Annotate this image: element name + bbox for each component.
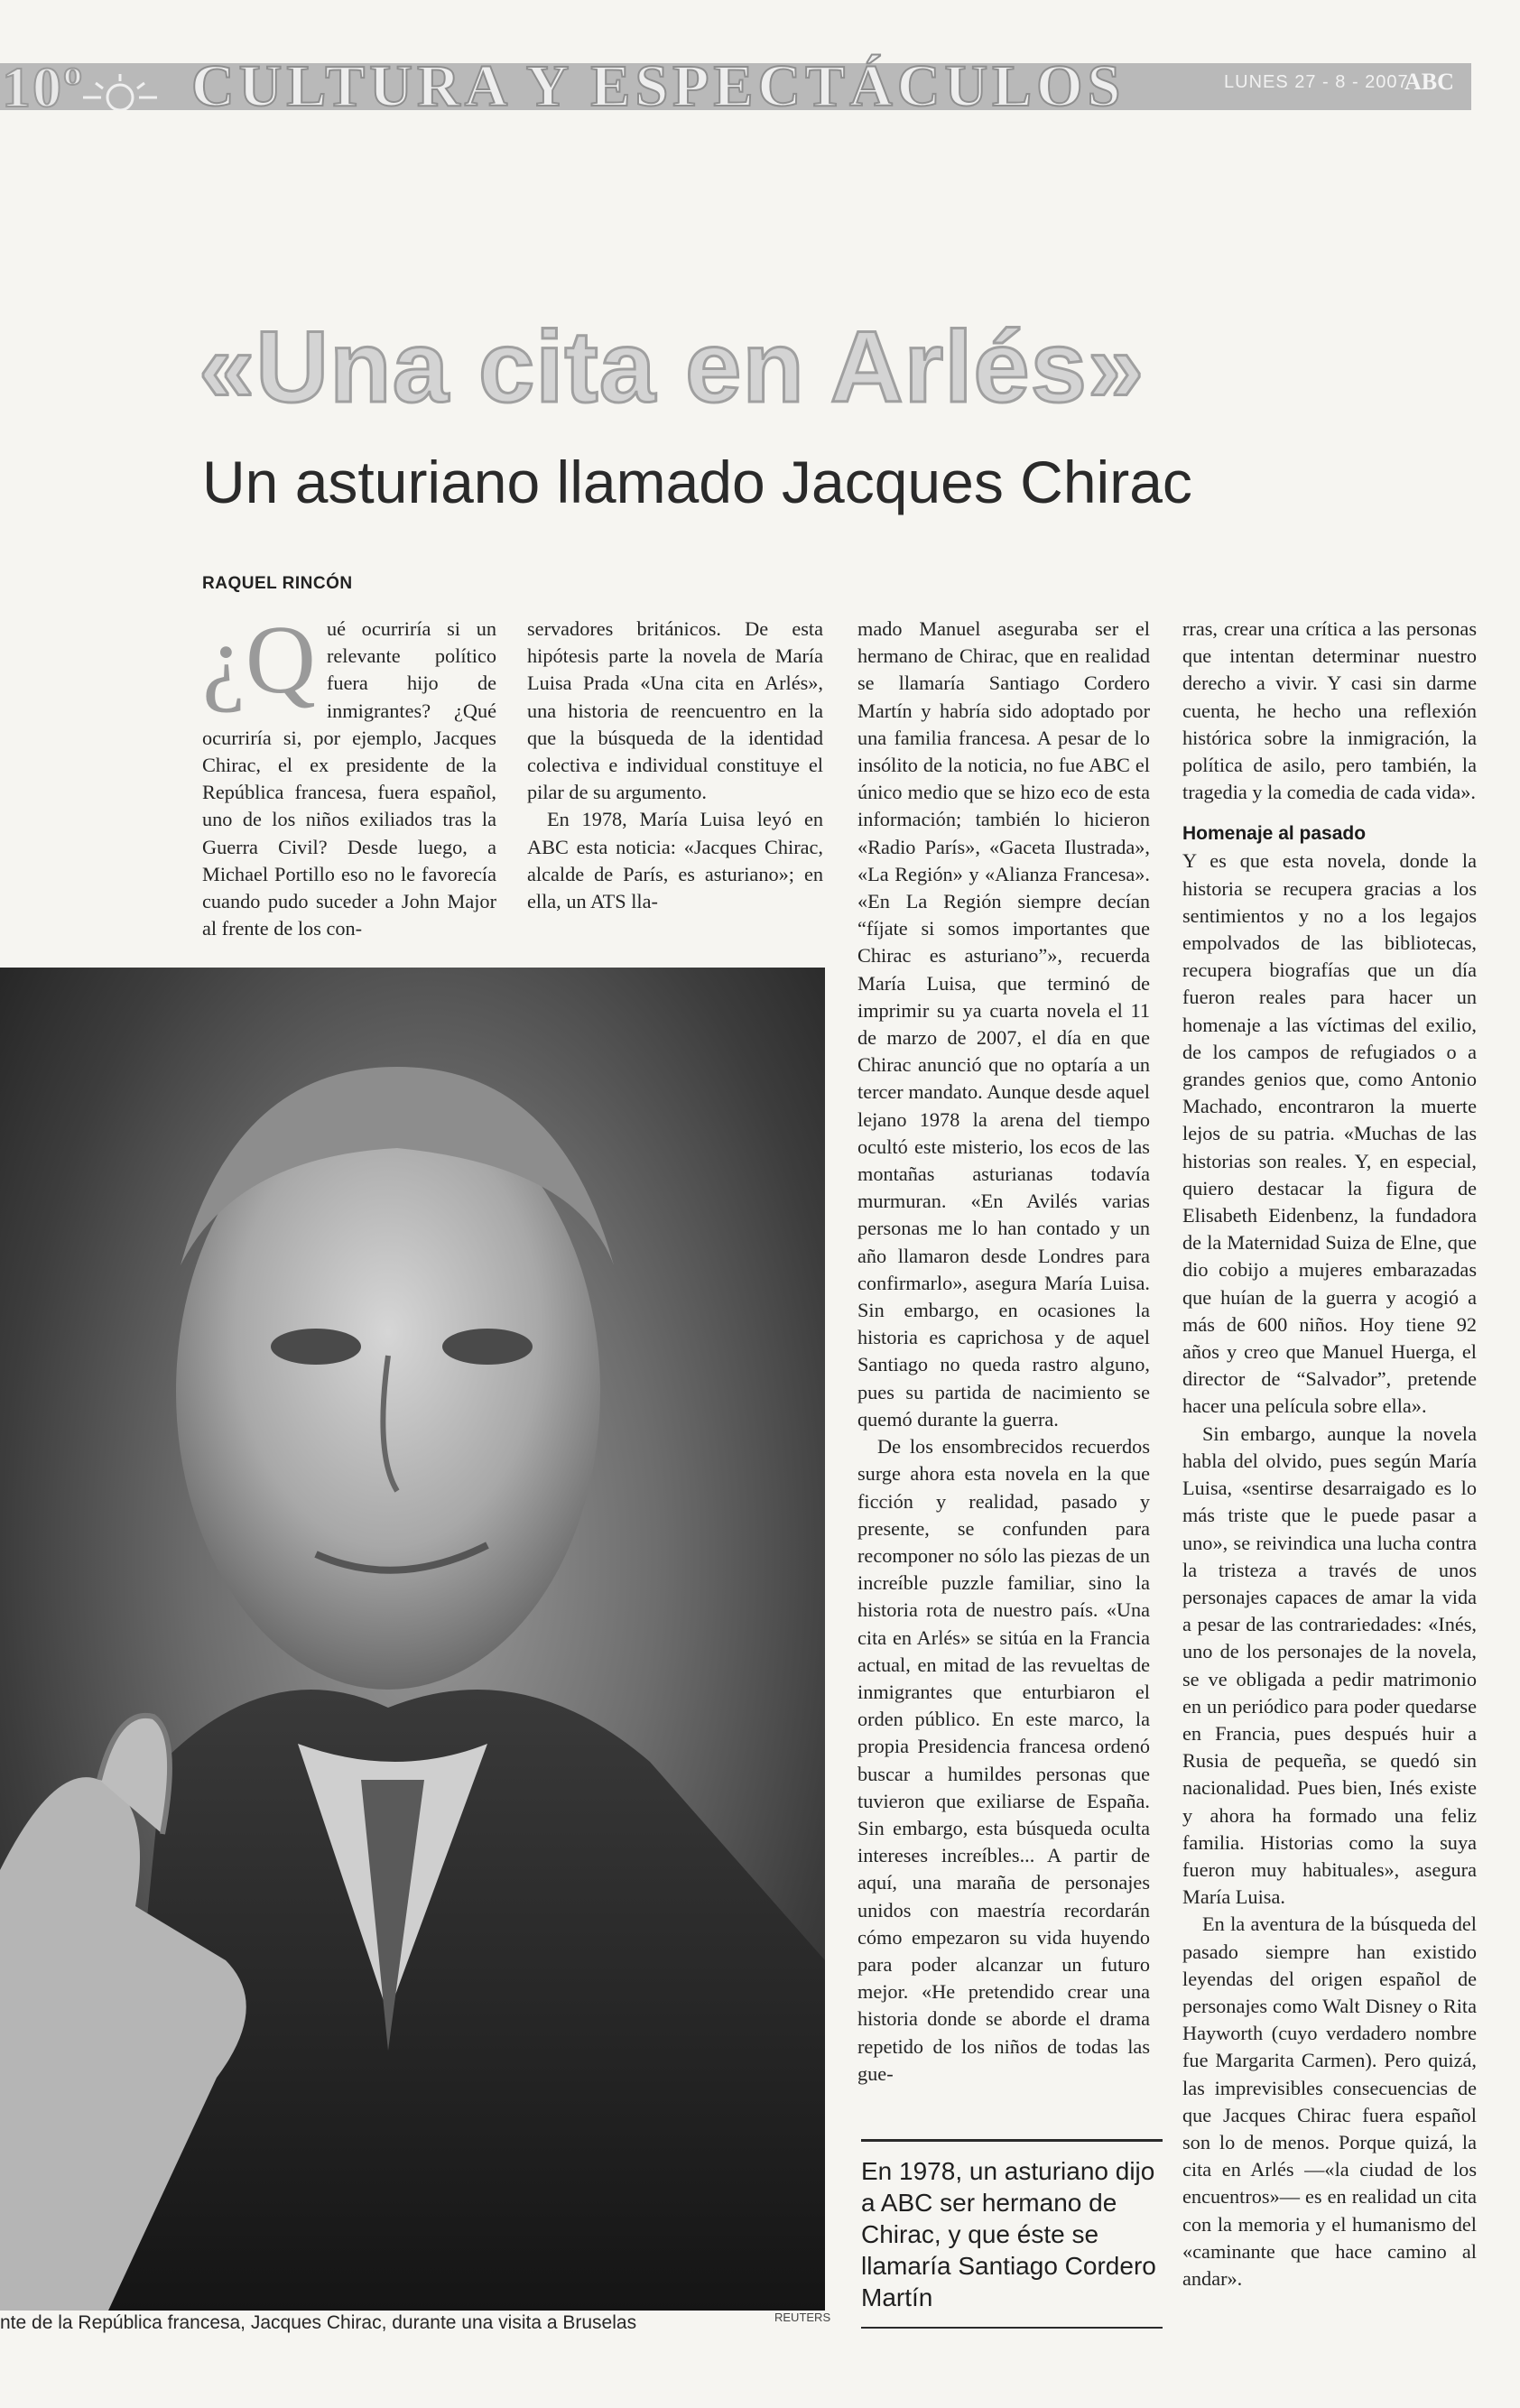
byline: RAQUEL RINCÓN (202, 574, 353, 593)
article-column-3 (857, 616, 1150, 2088)
photo-credit: REUTERS (774, 2311, 831, 2324)
paragraph: servadores británicos. De esta hipótesis parte la novela de María Luisa Prada «Una cita en Arlés», una historia de reencuentro en la que la búsqueda de la identidad colectiva e individual constituye el pilar de su argumento. (527, 617, 823, 804)
section-title: CULTURA Y ESPECTÁCULOS (191, 53, 1126, 119)
article-column-2 (527, 616, 823, 915)
paragraph: ué ocurriría si un relevante político fuera hijo de inmigrantes? ¿Qué ocurriría si, por ejemplo, Jacques Chirac, el ex presidente de la República francesa, fuera español, uno de los niños exiliados tras la Guerra Civil? Desde luego, a Michael Portillo eso no le favorecía cuando pudo suceder a John Major al frente de los con- (202, 617, 496, 940)
paragraph: En la aventura de la búsqueda del pasado siempre han existido leyendas del origen español de personajes como Walt Disney o Rita Hayworth (cuyo verdadero nombre fue Margarita Carmen). Pero quizá, las imprevisibles consecuencias de que Jacques Chirac fuera español son lo de menos. Porque quizá, la cita en Arlés —«la ciudad de los encuentros»— es en realidad un cita con la memoria y el humanismo del «caminante que hace camino al andar». (1182, 1913, 1477, 2290)
paragraph: De los ensombrecidos recuerdos surge ahora esta novela en la que ficción y realidad, pasado y presente, se confunden para recomponer no sólo las piezas de un increíble puzzle familiar, sino la historia rota de nuestro país. «Una cita en Arlés» se sitúa en la Francia actual, en mitad de las revueltas de inmigrantes que enturbiaron el orden público. En este marco, la propia Presidencia francesa ordenó buscar a humildes personas que tuvieron que exiliarse de España. Sin embargo, esta búsqueda oculta intereses increíbles... A partir de aquí, una maraña de personajes unidos con maestría recordarán cómo empezaron su vida huyendo para poder alcanzar un futuro mejor. «He pretendido crear una historia donde se aborde el drama repetido de los niños de todas las gue- (857, 1435, 1150, 2085)
section-subtitle: Homenaje al pasado (1182, 823, 1367, 845)
paragraph: rras, crear una crítica a las personas que intentan determinar nuestro derecho a vivir. Y casi sin darme cuenta, he hecho una reflexión histórica sobre la inmigración, la política de asilo, pero también, la tragedia y la comedia de cada vida». (1182, 617, 1477, 804)
paragraph: mado Manuel aseguraba ser el hermano de Chirac, que en realidad se llamaría Santiago Cordero Martín y habría sido adoptado por una familia francesa. A pesar de lo insólito de la noticia, no fue ABC el único medio que se hizo eco de esta información; también lo hicieron «Radio París», «Gaceta Ilustrada», «La Región» y «Alianza Francesa». «En La Región siempre decían “fíjate si somos importantes que Chirac es asturiano”», recuerda María Luisa, que terminó de imprimir su ya cuarta novela el 11 de marzo de 2007, el día en que Chirac anunció que no optaría a un tercer mandato. Aunque desde aquel lejano 1978 la arena del tiempo ocultó este misterio, los ecos de las montañas asturianas todavía murmuran. «En Avilés varias personas me lo han contado y un año llamaron desde Londres para confirmarlo», asegura María Luisa. Sin embargo, en ocasiones la historia es caprichosa y de aquel Santiago no queda rastro alguno, pues su partida de nacimiento se quemó durante la guerra. (857, 617, 1150, 1431)
subheadline: Un asturiano llamado Jacques Chirac (202, 449, 1192, 515)
issue-date: LUNES 27 - 8 - 2007 (1224, 72, 1409, 92)
drop-cap: ¿Q (202, 607, 316, 714)
article-photo (0, 968, 825, 2311)
article-column-1 (202, 607, 496, 942)
pullquote-bottom-rule (861, 2327, 1163, 2329)
portrait-illustration (0, 968, 825, 2311)
page-number: 10º (2, 55, 85, 119)
newspaper-logo: ABC (1404, 69, 1454, 95)
paragraph: Sin embargo, aunque la novela habla del olvido, pues según María Luisa, «sentirse desarraigado es lo más triste que le puede pasar a uno», se reivindica una lucha contra la tristeza a través de unos personajes capaces de amar la vida a pesar de las contrariedades: «Inés, uno de los personajes de la novela, se ve obligada a pedir matrimonio en un periódico para poder quedarse en Francia, pues después huir a Rusia de pequeña, se quedó sin nacionalidad. Pues bien, Inés existe y ahora ha formado una feliz familia. Historias como la suya fueron muy habituales», asegura María Luisa. (1182, 1422, 1477, 1909)
sun-logo-icon (76, 70, 164, 110)
pullquote-top-rule (861, 2139, 1163, 2142)
paragraph: Y es que esta novela, donde la historia se recupera gracias a los sentimientos y no a los legajos empolvados de las bibliotecas, recupera biografías que un día fueron reales para hacer un homenaje a las víctimas del exilio, de los campos de refugiados o a grandes genios que, como Antonio Machado, encontraron la muerte lejos de su patria. «Muchas de las historias son reales. Y, en especial, quiero destacar la figura de Elisabeth Eidenbenz, la fundadora de la Maternidad Suiza de Elne, que dio cobijo a mujeres embarazadas que huían de la guerra y acogió a más de 600 niños. Hoy tiene 92 años y creo que Manuel Huerga, el director de “Salvador”, pretende hacer una película sobre ella». (1182, 849, 1477, 1418)
article-column-4 (1182, 616, 1477, 2292)
paragraph: En 1978, María Luisa leyó en ABC esta noticia: «Jacques Chirac, alcalde de París, es asturiano»; en ella, un ATS lla- (527, 808, 823, 913)
headline: «Una cita en Arlés» (199, 310, 1145, 423)
pullquote: En 1978, un asturiano dijo a ABC ser hermano de Chirac, y que éste se llamaría Santiago Cordero Martín (861, 2157, 1156, 2311)
photo-caption: nte de la República francesa, Jacques Chirac, durante una visita a Bruselas (0, 2312, 637, 2333)
